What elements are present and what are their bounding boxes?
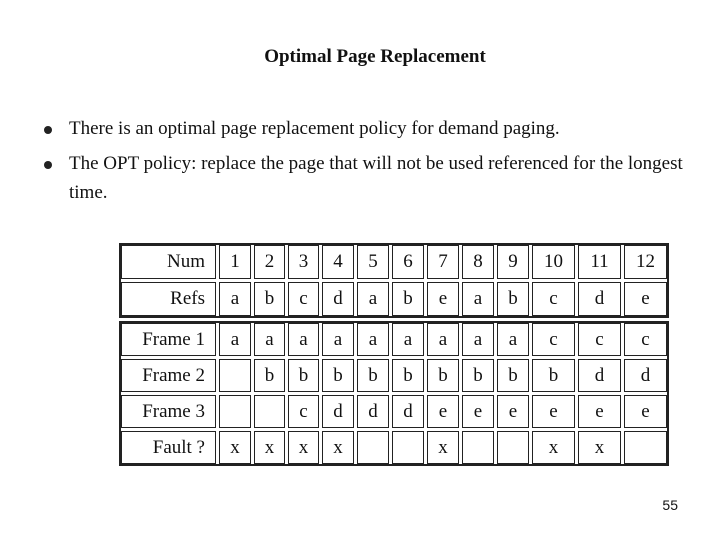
- table-cell: b: [462, 359, 494, 392]
- table-cell: x: [578, 431, 621, 464]
- table-cell: b: [497, 282, 529, 316]
- table-cell: [392, 431, 424, 464]
- table-cell: a: [322, 323, 354, 356]
- table-cell: [497, 431, 529, 464]
- table-cell: b: [427, 359, 459, 392]
- table-cell: a: [254, 323, 285, 356]
- table-cell: e: [427, 395, 459, 428]
- table-cell: d: [578, 282, 621, 316]
- table-cell: c: [624, 323, 667, 356]
- bullet-dot-icon: [44, 161, 52, 169]
- table-cell: [219, 395, 251, 428]
- table-row-num: [121, 245, 667, 279]
- table-cell: a: [427, 323, 459, 356]
- page-replacement-table: [119, 243, 669, 466]
- table-cell: 4: [322, 245, 354, 279]
- row-label: Frame 3: [121, 395, 216, 428]
- row-label: Frame 2: [121, 359, 216, 392]
- table-cell: e: [624, 395, 667, 428]
- table-cell: a: [219, 282, 251, 316]
- table-cell: c: [532, 323, 575, 356]
- bullet-item: [40, 114, 690, 143]
- table-cell: e: [578, 395, 621, 428]
- table-cell: 8: [462, 245, 494, 279]
- table-cell: b: [322, 359, 354, 392]
- table-cell: 3: [288, 245, 319, 279]
- table-cell: a: [357, 323, 389, 356]
- table-cell: c: [532, 282, 575, 316]
- bullet-dot-icon: [44, 126, 52, 134]
- table-row-frame-2: [121, 359, 667, 392]
- table-cell: x: [288, 431, 319, 464]
- row-label: Num: [121, 245, 216, 279]
- row-label: Fault ?: [121, 431, 216, 464]
- table-cell: b: [392, 282, 424, 316]
- slide-title: Optimal Page Replacement: [264, 46, 486, 67]
- table-cell: e: [624, 282, 667, 316]
- table-cell: a: [462, 323, 494, 356]
- table-cell: d: [624, 359, 667, 392]
- bullet-list: [40, 114, 690, 213]
- table-cell: b: [392, 359, 424, 392]
- table-cell: 12: [624, 245, 667, 279]
- table-row-frame-1: [121, 323, 667, 356]
- table-cell: c: [288, 395, 319, 428]
- table-row-fault: [121, 431, 667, 464]
- table-cell: [254, 395, 285, 428]
- table-body-block: [119, 321, 669, 466]
- table-cell: b: [288, 359, 319, 392]
- table-cell: c: [288, 282, 319, 316]
- row-label: Refs: [121, 282, 216, 316]
- table-cell: a: [497, 323, 529, 356]
- table-cell: x: [322, 431, 354, 464]
- table-cell: x: [427, 431, 459, 464]
- table-cell: 11: [578, 245, 621, 279]
- table-cell: b: [357, 359, 389, 392]
- table-cell: a: [462, 282, 494, 316]
- table-cell: a: [392, 323, 424, 356]
- table-cell: b: [497, 359, 529, 392]
- table-cell: d: [392, 395, 424, 428]
- table-cell: [624, 431, 667, 464]
- table-cell: e: [532, 395, 575, 428]
- table-cell: d: [322, 282, 354, 316]
- row-label: Frame 1: [121, 323, 216, 356]
- table-row-refs: [121, 282, 667, 316]
- bullet-text: The OPT policy: replace the page that will not be used referenced for the longest time.: [69, 153, 683, 203]
- table-cell: [357, 431, 389, 464]
- table-row-frame-3: [121, 395, 667, 428]
- table-cell: x: [219, 431, 251, 464]
- table-cell: 9: [497, 245, 529, 279]
- table-cell: d: [322, 395, 354, 428]
- table-cell: 1: [219, 245, 251, 279]
- table-cell: a: [357, 282, 389, 316]
- table-cell: e: [497, 395, 529, 428]
- table-cell: d: [578, 359, 621, 392]
- table-cell: 6: [392, 245, 424, 279]
- table-cell: 5: [357, 245, 389, 279]
- page-number: 55: [662, 497, 678, 513]
- bullet-item: [40, 149, 690, 207]
- table-cell: a: [219, 323, 251, 356]
- table-cell: b: [254, 359, 285, 392]
- bullet-text: There is an optimal page replacement policy for demand paging.: [69, 118, 560, 139]
- table-cell: x: [532, 431, 575, 464]
- table-header-block: [119, 243, 669, 318]
- table-cell: 10: [532, 245, 575, 279]
- table-cell: x: [254, 431, 285, 464]
- table-cell: 2: [254, 245, 285, 279]
- table-cell: c: [578, 323, 621, 356]
- table-cell: d: [357, 395, 389, 428]
- table-cell: a: [288, 323, 319, 356]
- table-cell: e: [462, 395, 494, 428]
- table-cell: 7: [427, 245, 459, 279]
- table-cell: [462, 431, 494, 464]
- table-cell: b: [254, 282, 285, 316]
- table-cell: [219, 359, 251, 392]
- table-cell: e: [427, 282, 459, 316]
- table-cell: b: [532, 359, 575, 392]
